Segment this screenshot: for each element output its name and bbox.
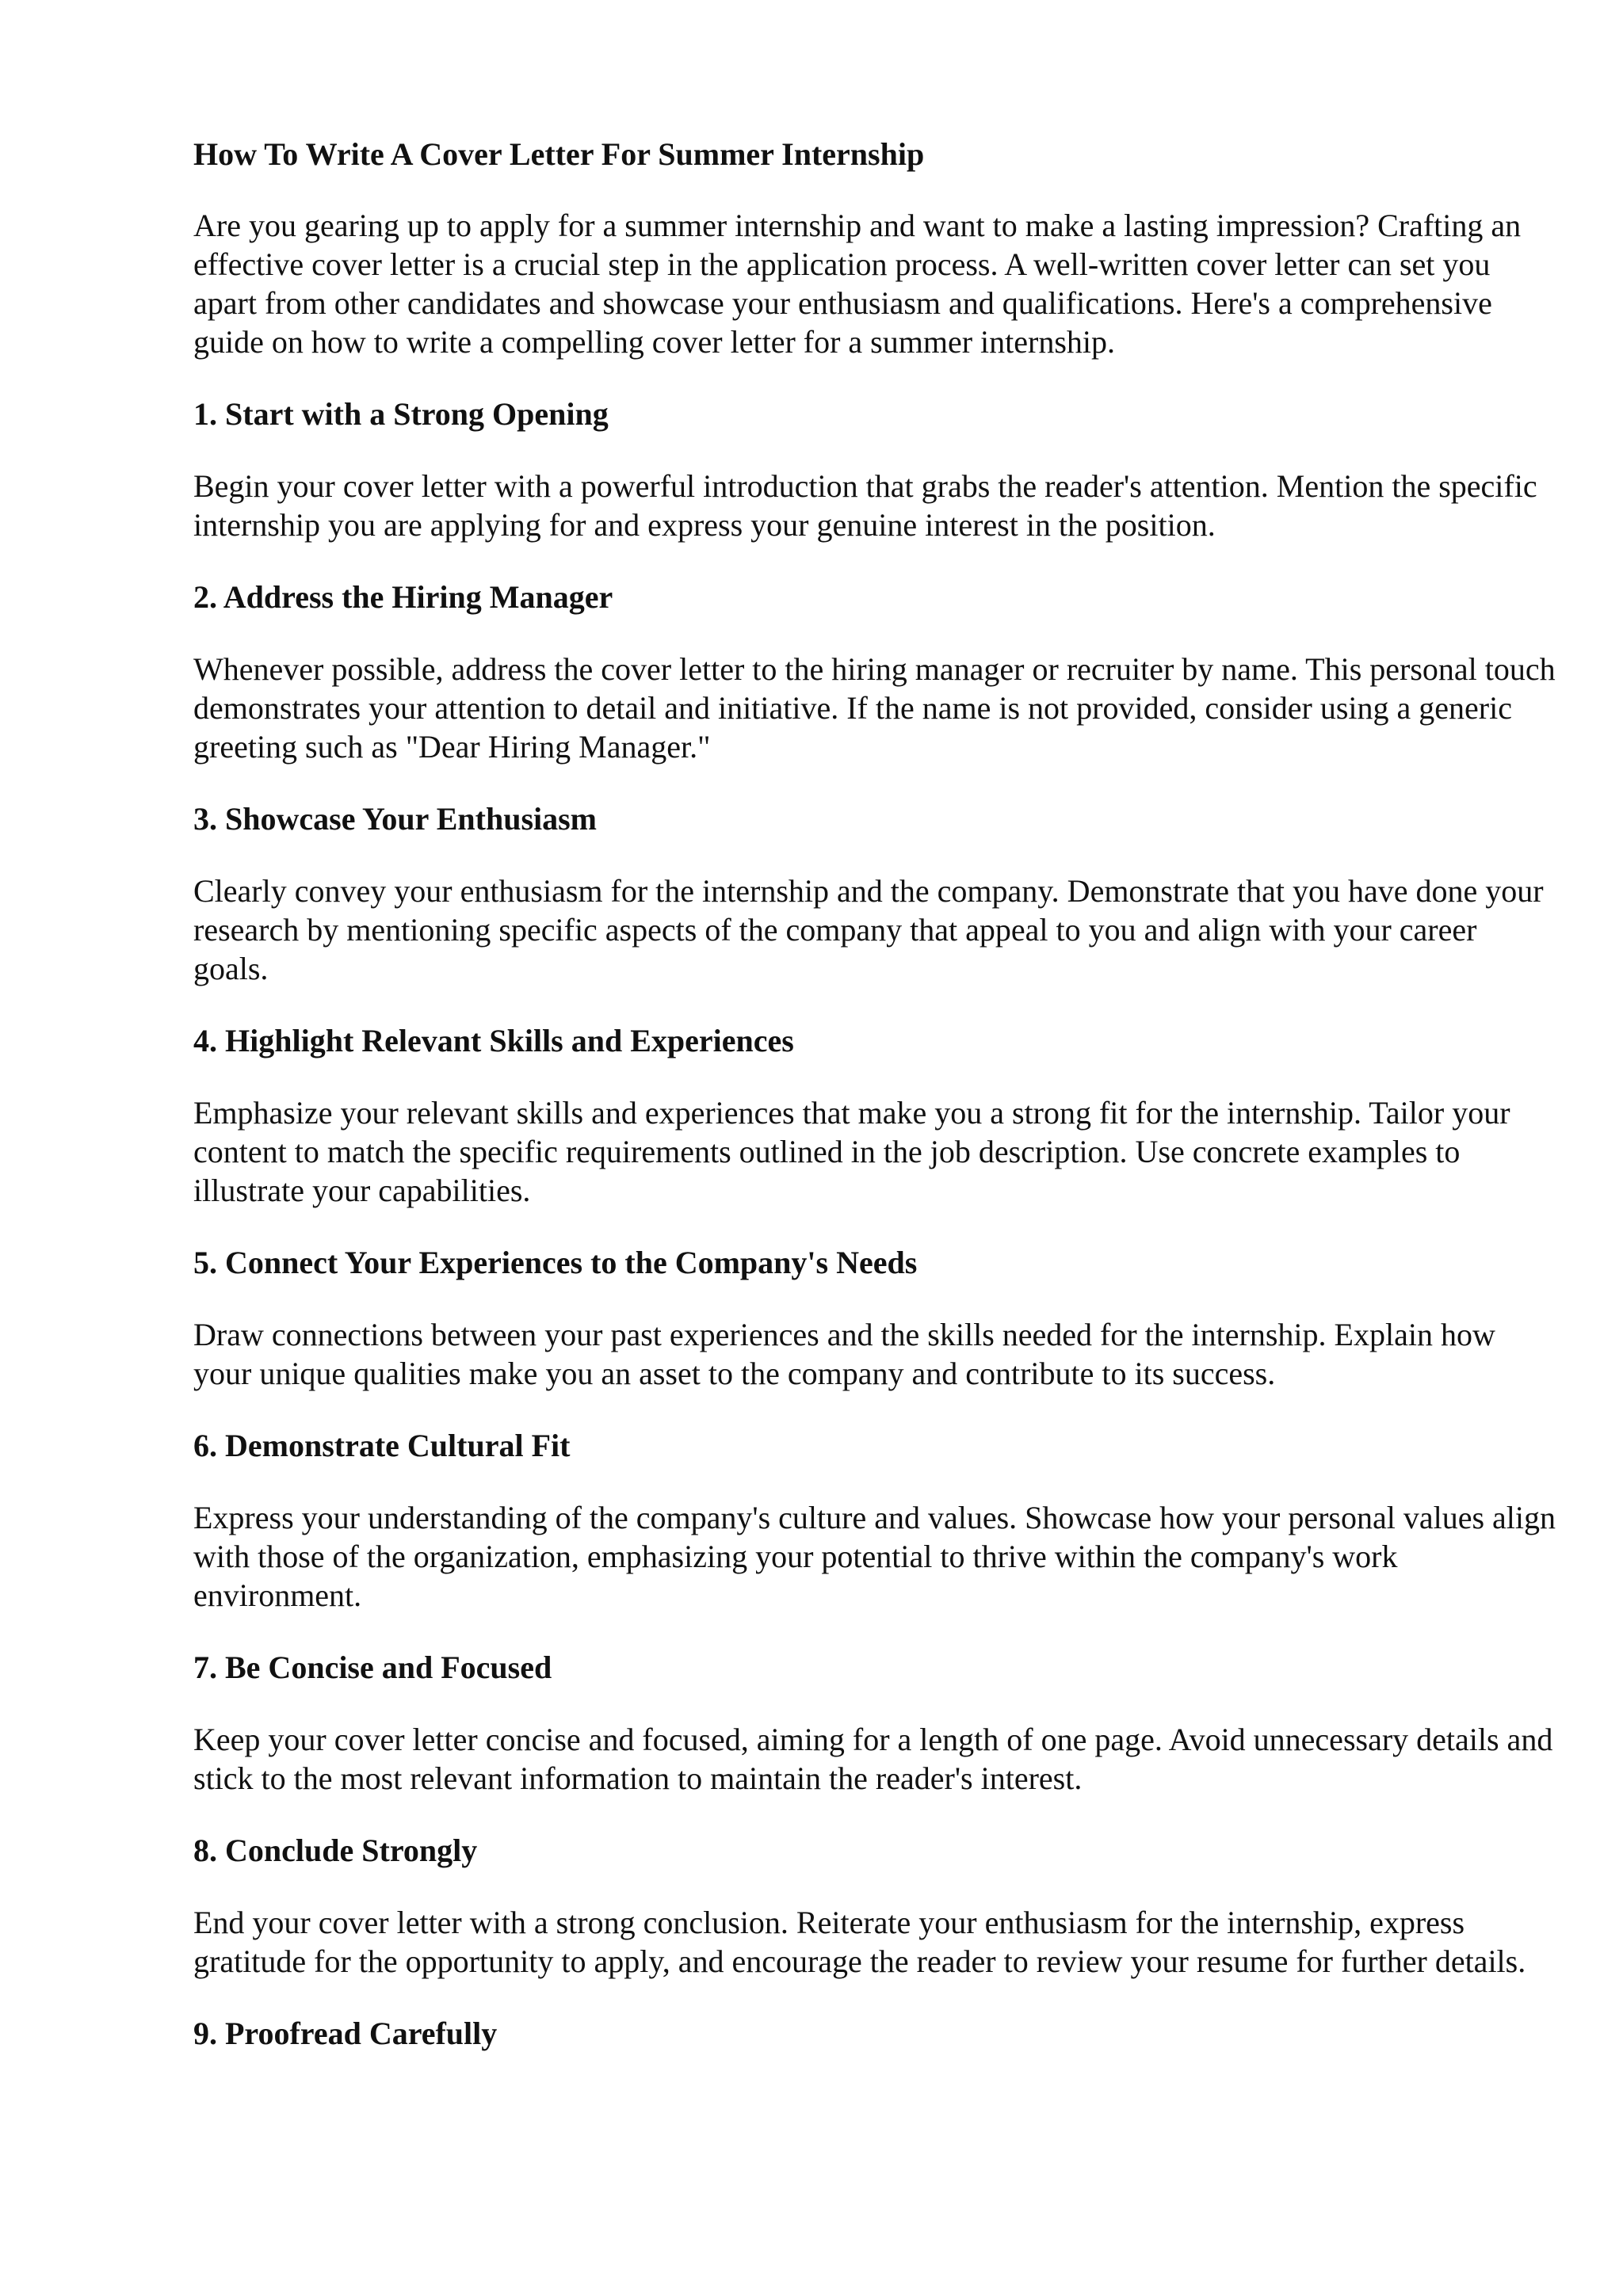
section-body-4: Emphasize your relevant skills and experiences that make you a strong fit for the internship. Tailor your content to match the specific requirements outlined in the job description. Use concrete examples to illustrate your capabilities. [193,1095,1510,1208]
intro-paragraph: Are you gearing up to apply for a summer internship and want to make a lasting impression? Crafting an effective cover letter is a crucial step in the application process. A well-written cover letter can set you apart from other candidates and showcase your enthusiasm and qualifications. Here's a comprehensive guide on how to write a compelling cover letter for a summer internship. [193,208,1522,360]
section-heading-4: 4. Highlight Relevant Skills and Experiences [193,1023,794,1058]
section-body-8: End your cover letter with a strong conclusion. Reiterate your enthusiasm for the internship, express gratitude for the opportunity to apply, and encourage the reader to review your resume for further details. [193,1905,1526,1979]
section-heading-9: 9. Proofread Carefully [193,2016,498,2051]
section-heading-3: 3. Showcase Your Enthusiasm [193,801,598,837]
section-heading-7: 7. Be Concise and Focused [193,1650,552,1685]
document-title: How To Write A Cover Letter For Summer Internship [193,136,925,172]
section-body-2: Whenever possible, address the cover letter to the hiring manager or recruiter by name. This personal touch demonstrates your attention to detail and initiative. If the name is not provided, consider using a generic greeting such as "Dear Hiring Manager." [193,651,1556,765]
section-heading-6: 6. Demonstrate Cultural Fit [193,1428,571,1463]
section-body-3: Clearly convey your enthusiasm for the internship and the company. Demonstrate that you have done your research by mentioning specific aspects of the company that appeal to you and align with your career goals. [193,873,1544,986]
section-body-1: Begin your cover letter with a powerful introduction that grabs the reader's attention. Mention the specific internship you are applying for and express your genuine interest in the position. [193,468,1537,543]
section-heading-2: 2. Address the Hiring Manager [193,579,613,615]
section-body-6: Express your understanding of the company's culture and values. Showcase how your personal values align with those of the organization, emphasizing your potential to thrive within the company's work environment. [193,1500,1556,1613]
section-heading-1: 1. Start with a Strong Opening [193,396,609,432]
document-content [193,135,1556,2086]
section-heading-8: 8. Conclude Strongly [193,1833,478,1868]
section-body-5: Draw connections between your past experiences and the skills needed for the internship. Explain how your unique qualities make you an asset to the company and contribute to its success. [193,1317,1495,1391]
section-body-7: Keep your cover letter concise and focused, aiming for a length of one page. Avoid unnecessary details and stick to the most relevant information to maintain the reader's interest. [193,1722,1553,1796]
section-heading-5: 5. Connect Your Experiences to the Company's Needs [193,1245,918,1280]
